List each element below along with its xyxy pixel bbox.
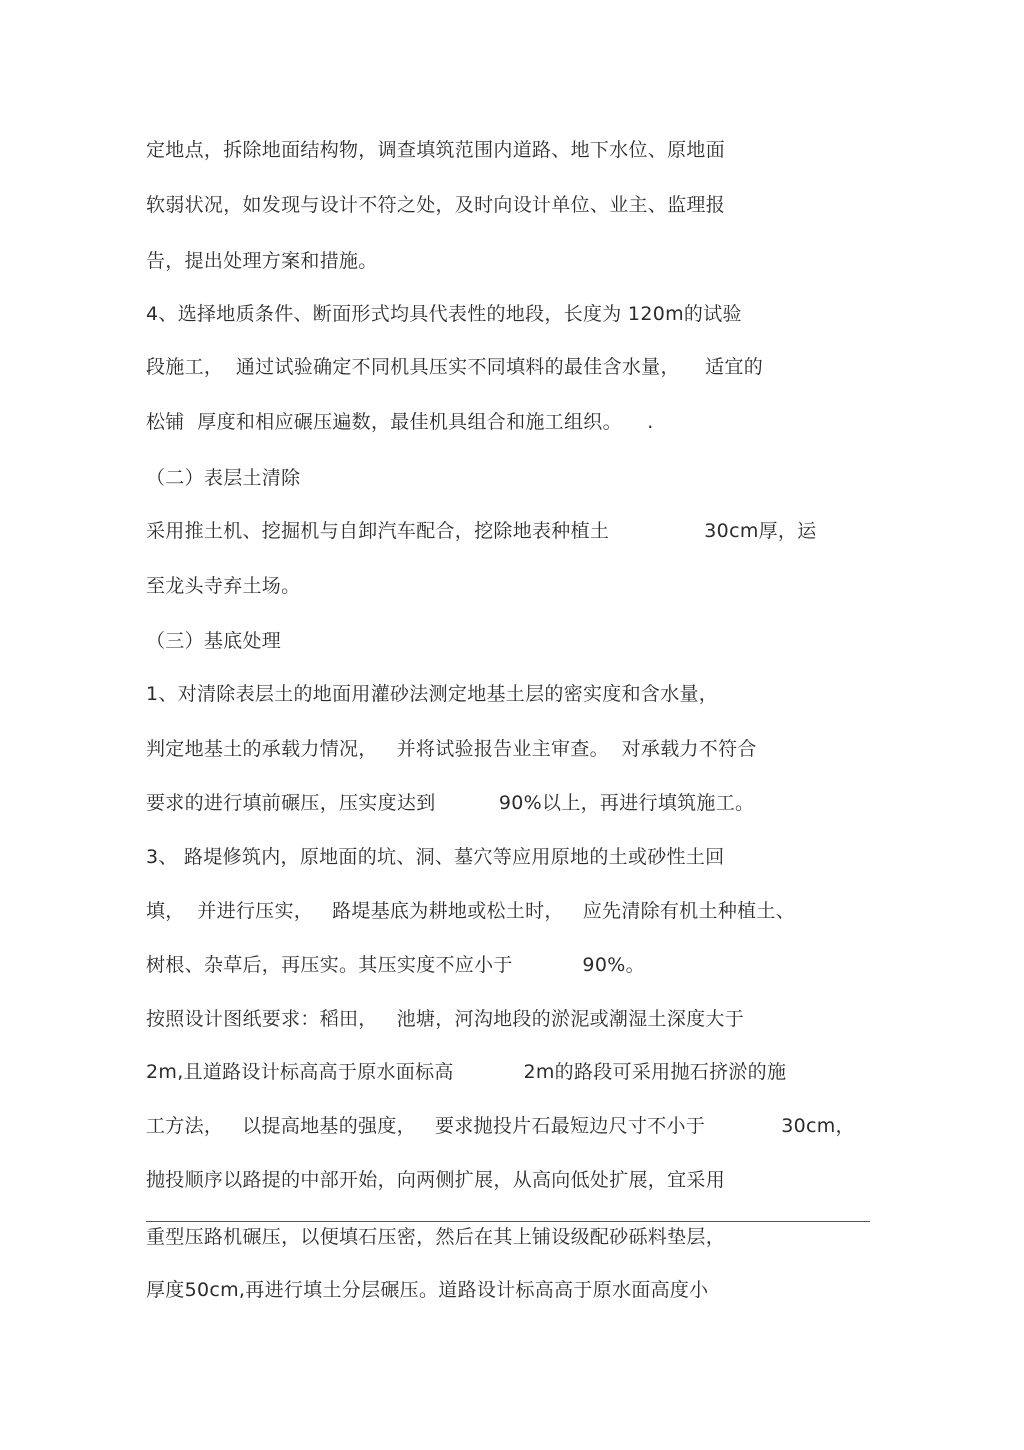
section-heading: （三）基底处理 xyxy=(146,630,282,652)
text-line: 树根、杂草后，再压实。其压实度不应小于 90%。 xyxy=(146,954,645,976)
text-line: 4、选择地质条件、断面形式均具代表性的地段，长度为 120m的试验 xyxy=(146,303,742,325)
text-line: 采用推土机、挖掘机与自卸汽车配合，挖除地表种植土 30cm厚，运 xyxy=(146,520,817,542)
text-line: 要求的进行填前碾压，压实度达到 90%以上，再进行填筑施工。 xyxy=(146,792,755,814)
text-line: 抛投顺序以路提的中部开始，向两侧扩展，从高向低处扩展，宜采用 xyxy=(146,1169,726,1191)
section-heading: （二）表层土清除 xyxy=(146,467,301,489)
text-line: 2m,且道路设计标高高于原水面标高 2m的路段可采用抛石挤淤的施 xyxy=(146,1061,787,1083)
page-divider xyxy=(146,1221,870,1222)
text-line: 1、对清除表层土的地面用灌砂法测定地基土层的密实度和含水量， xyxy=(146,683,719,705)
text-line: 至龙头寺弃土场。 xyxy=(146,575,301,597)
text-line: 判定地基土的承载力情况， 并将试验报告业主审查。 对承载力不符合 xyxy=(146,738,757,760)
text-line: 告，提出处理方案和措施。 xyxy=(146,250,378,272)
text-line: 厚度50cm,再进行填土分层碾压。道路设计标高高于原水面高度小 xyxy=(146,1279,709,1301)
text-line: 工方法， 以提高地基的强度， 要求抛投片石最短边尺寸不小于 30cm， xyxy=(146,1115,855,1137)
text-line: 定地点，拆除地面结构物，调查填筑范围内道路、地下水位、原地面 xyxy=(146,139,726,161)
text-line: 松铺 厚度和相应碾压遍数，最佳机具组合和施工组织。 . xyxy=(146,411,654,433)
text-line: 填， 并进行压实， 路堤基底为耕地或松土时， 应先清除有机土种植土、 xyxy=(146,900,796,922)
text-line: 按照设计图纸要求：稻田， 池塘，河沟地段的淤泥或潮湿土深度大于 xyxy=(146,1008,745,1030)
text-line: 重型压路机碾压，以便填石压密，然后在其上铺设级配砂砾料垫层， xyxy=(146,1226,726,1248)
text-line: 软弱状况，如发现与设计不符之处，及时向设计单位、业主、监理报 xyxy=(146,194,726,216)
text-line: 段施工， 通过试验确定不同机具压实不同填料的最佳含水量， 适宜的 xyxy=(146,356,764,378)
text-line: 3、 路堤修筑内，原地面的坑、洞、墓穴等应用原地的土或砂性土回 xyxy=(146,846,725,868)
